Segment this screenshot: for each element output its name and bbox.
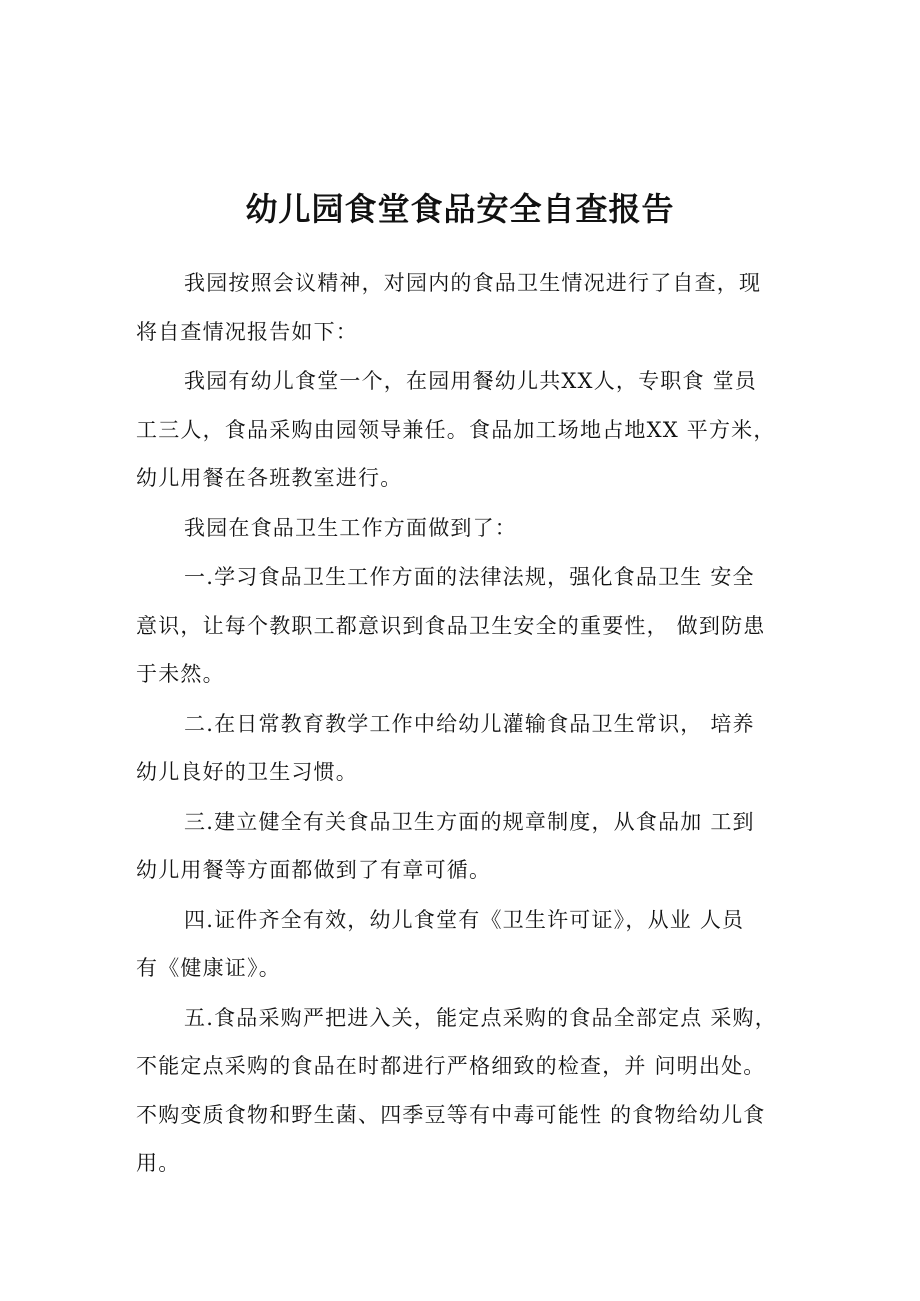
- paragraph-line: 不能定点采购的食品在时都进行严格细致的检查，并 问明出处。: [136, 1054, 766, 1078]
- paragraph-line: 于未然。: [136, 662, 225, 686]
- paragraph-line: 工三人，食品采购由园领导兼任。食品加工场地占地XX 平方米，: [136, 417, 776, 442]
- paragraph-line: 二.在日常教育教学工作中给幼儿灌输食品卫生常识， 培养: [184, 711, 755, 736]
- paragraph-line: 一.学习食品卫生工作方面的法律法规，强化食品卫生 安全: [184, 565, 755, 589]
- paragraph-line: 我园在食品卫生工作方面做到了：: [184, 515, 517, 540]
- paragraph-canteen-overview: [136, 364, 796, 510]
- paragraph-line: 用。: [136, 1151, 181, 1175]
- paragraph-intro: [136, 266, 796, 363]
- paragraph-line: 意识，让每个教职工都意识到食品卫生安全的重要性， 做到防患: [136, 613, 766, 638]
- paragraph-line: 幼儿良好的卫生习惯。: [136, 760, 358, 784]
- paragraph-line: 有《健康证》。: [136, 956, 281, 980]
- paragraph-line: 我园按照会议精神，对园内的食品卫生情况进行了自查，现: [184, 271, 762, 295]
- paragraph-line: 五.食品采购严把进入关，能定点采购的食品全部定点 采购，: [184, 1005, 777, 1030]
- paragraph-item-4: [136, 903, 796, 1000]
- paragraph-line: 四.证件齐全有效，幼儿食堂有《卫生许可证》，从业 人员: [184, 907, 745, 932]
- paragraph-line: 我园有幼儿食堂一个，在园用餐幼儿共XX人，专职食 堂员: [184, 369, 757, 393]
- paragraph-line: 三.建立健全有关食品卫生方面的规章制度，从食品加 工到: [184, 809, 755, 834]
- paragraph-item-5: [136, 1001, 796, 1195]
- paragraph-achievements-heading: [136, 511, 796, 560]
- paragraph-line: 幼儿用餐在各班教室进行。: [136, 466, 403, 490]
- paragraph-item-1: [136, 560, 796, 706]
- paragraph-line: 将自查情况报告如下：: [136, 319, 358, 344]
- document-title: 幼儿园食堂食品安全自查报告: [245, 190, 675, 229]
- paragraph-item-3: [136, 805, 796, 902]
- document-body: [136, 266, 796, 1196]
- paragraph-item-2: [136, 707, 796, 804]
- paragraph-line: 幼儿用餐等方面都做到了有章可循。: [136, 858, 492, 882]
- paragraph-line: 不购变质食物和野生菌、四季豆等有中毒可能性 的食物给幼儿食: [136, 1102, 766, 1127]
